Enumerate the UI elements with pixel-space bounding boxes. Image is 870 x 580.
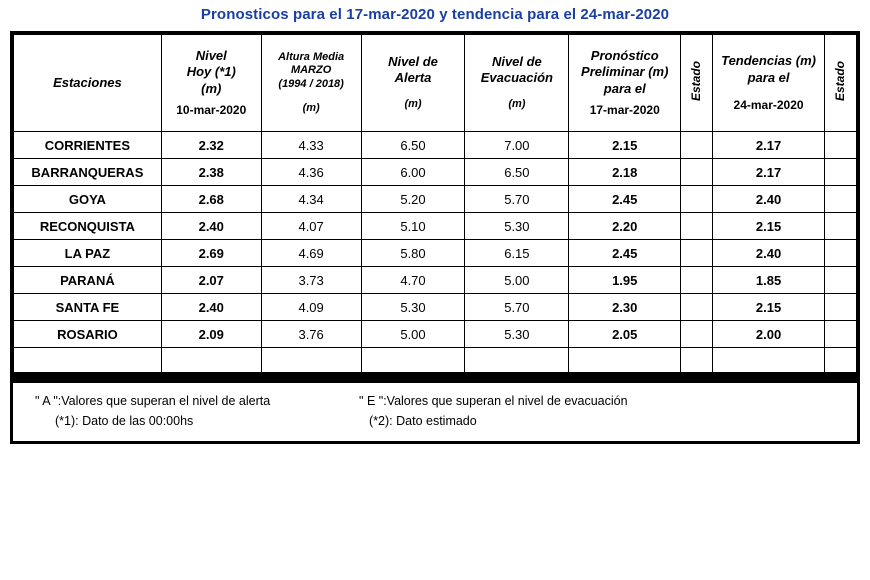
header-line: MARZO — [290, 64, 332, 77]
cell-altura-media: 4.33 — [261, 132, 361, 159]
table-row — [14, 213, 857, 240]
table-row — [14, 321, 857, 348]
header-date: 17-mar-2020 — [589, 102, 660, 117]
column-header-estado-tendencias — [824, 35, 856, 132]
legend-notes — [10, 383, 860, 444]
cell-pronostico: 2.15 — [569, 132, 681, 159]
cell-estado-pronostico — [681, 294, 713, 321]
header-line: para el — [603, 80, 646, 96]
cell-nivel-alerta: 5.30 — [361, 294, 465, 321]
cell-pronostico: 2.45 — [569, 240, 681, 267]
cell-nivel-hoy: 2.32 — [161, 132, 261, 159]
cell-empty — [14, 348, 162, 373]
header-line: Preliminar (m) — [581, 64, 669, 80]
cell-empty — [713, 348, 825, 373]
column-header-tendencias — [713, 35, 825, 132]
cell-nivel-hoy: 2.40 — [161, 213, 261, 240]
cell-nivel-evacuacion: 5.30 — [465, 321, 569, 348]
cell-nivel-evacuacion: 5.00 — [465, 267, 569, 294]
cell-nivel-hoy: 2.07 — [161, 267, 261, 294]
cell-empty — [261, 348, 361, 373]
header-line: (m) — [201, 80, 222, 96]
cell-altura-media: 4.09 — [261, 294, 361, 321]
cell-estado-tendencia — [824, 294, 856, 321]
cell-estado-tendencia — [824, 267, 856, 294]
cell-tendencia: 2.00 — [713, 321, 825, 348]
header-line: (1994 / 2018) — [278, 78, 344, 90]
legend-dato-00hs: (*1): Dato de las 00:00hs — [55, 414, 194, 428]
cell-estado-pronostico — [681, 321, 713, 348]
cell-pronostico: 1.95 — [569, 267, 681, 294]
cell-station: ROSARIO — [14, 321, 162, 348]
cell-estado-tendencia — [824, 159, 856, 186]
cell-tendencia: 1.85 — [713, 267, 825, 294]
header-line: Evacuación — [480, 70, 553, 86]
cell-estado-tendencia — [824, 132, 856, 159]
cell-station: RECONQUISTA — [14, 213, 162, 240]
header-line: Tendencias (m) — [721, 53, 816, 69]
column-header-stations: Estaciones — [14, 35, 162, 132]
cell-empty — [465, 348, 569, 373]
cell-pronostico: 2.18 — [569, 159, 681, 186]
header-line: Nivel de — [388, 53, 438, 69]
header-line: Nivel de — [491, 53, 542, 69]
table-row-empty — [14, 348, 857, 373]
cell-nivel-hoy: 2.38 — [161, 159, 261, 186]
header-line: Pronóstico — [590, 48, 659, 64]
table-row — [14, 159, 857, 186]
table-row — [14, 186, 857, 213]
header-unit: (m) — [508, 98, 526, 111]
cell-tendencia: 2.17 — [713, 132, 825, 159]
cell-station: PARANÁ — [14, 267, 162, 294]
cell-estado-pronostico — [681, 132, 713, 159]
legend-alerta: " A ":Valores que superan el nivel de alerta — [35, 394, 271, 408]
cell-estado-pronostico — [681, 186, 713, 213]
cell-tendencia: 2.15 — [713, 213, 825, 240]
cell-nivel-alerta: 5.00 — [361, 321, 465, 348]
cell-station: SANTA FE — [14, 294, 162, 321]
header-line: Hoy (*1) — [186, 64, 236, 80]
cell-altura-media: 3.76 — [261, 321, 361, 348]
cell-nivel-hoy: 2.68 — [161, 186, 261, 213]
cell-nivel-alerta: 6.50 — [361, 132, 465, 159]
column-header-nivel-hoy — [161, 35, 261, 132]
cell-nivel-hoy: 2.09 — [161, 321, 261, 348]
table-row — [14, 267, 857, 294]
cell-estado-tendencia — [824, 321, 856, 348]
cell-estado-tendencia — [824, 213, 856, 240]
header-estado-vertical: Estado — [689, 60, 704, 101]
page-footer-space — [0, 444, 870, 544]
cell-estado-pronostico — [681, 159, 713, 186]
cell-nivel-alerta: 5.20 — [361, 186, 465, 213]
header-date: 10-mar-2020 — [176, 102, 247, 117]
header-line: para el — [747, 69, 790, 85]
cell-nivel-evacuacion: 5.70 — [465, 294, 569, 321]
cell-altura-media: 4.07 — [261, 213, 361, 240]
table-row — [14, 294, 857, 321]
cell-tendencia: 2.15 — [713, 294, 825, 321]
cell-nivel-hoy: 2.40 — [161, 294, 261, 321]
cell-nivel-evacuacion: 7.00 — [465, 132, 569, 159]
cell-altura-media: 4.34 — [261, 186, 361, 213]
table-bottom-rule — [13, 373, 857, 380]
forecast-table — [13, 34, 857, 373]
column-header-altura-media — [261, 35, 361, 132]
header-unit: (m) — [302, 101, 320, 114]
column-header-estado-pronostico — [681, 35, 713, 132]
cell-station: BARRANQUERAS — [14, 159, 162, 186]
forecast-table-container — [10, 31, 860, 383]
cell-nivel-alerta: 5.80 — [361, 240, 465, 267]
cell-nivel-evacuacion: 5.70 — [465, 186, 569, 213]
column-header-pronostico — [569, 35, 681, 132]
cell-nivel-hoy: 2.69 — [161, 240, 261, 267]
cell-empty — [824, 348, 856, 373]
cell-altura-media: 4.69 — [261, 240, 361, 267]
table-row — [14, 240, 857, 267]
cell-nivel-evacuacion: 5.30 — [465, 213, 569, 240]
cell-nivel-alerta: 4.70 — [361, 267, 465, 294]
cell-tendencia: 2.40 — [713, 240, 825, 267]
cell-empty — [161, 348, 261, 373]
table-row — [14, 132, 857, 159]
legend-evacuacion: " E ":Valores que superan el nivel de evacuación — [359, 394, 628, 408]
cell-estado-tendencia — [824, 240, 856, 267]
cell-estado-pronostico — [681, 267, 713, 294]
table-header-row — [14, 35, 857, 132]
legend-dato-estimado: (*2): Dato estimado — [369, 414, 477, 428]
legend-row-datos — [13, 411, 857, 431]
table-body — [14, 132, 857, 373]
header-date: 24-mar-2020 — [733, 97, 804, 112]
cell-empty — [681, 348, 713, 373]
cell-tendencia: 2.17 — [713, 159, 825, 186]
cell-pronostico: 2.30 — [569, 294, 681, 321]
cell-altura-media: 3.73 — [261, 267, 361, 294]
column-header-nivel-evacuacion — [465, 35, 569, 132]
cell-estado-tendencia — [824, 186, 856, 213]
header-line: Nivel — [195, 48, 227, 64]
cell-altura-media: 4.36 — [261, 159, 361, 186]
cell-empty — [361, 348, 465, 373]
header-unit: (m) — [404, 98, 422, 111]
header-line: Altura Media — [278, 50, 345, 63]
cell-station: LA PAZ — [14, 240, 162, 267]
column-header-nivel-alerta — [361, 35, 465, 132]
cell-station: GOYA — [14, 186, 162, 213]
cell-station: CORRIENTES — [14, 132, 162, 159]
cell-estado-pronostico — [681, 240, 713, 267]
header-line: Alerta — [394, 70, 432, 86]
page-title: Pronosticos para el 17-mar-2020 y tendencia para el 24-mar-2020 — [200, 6, 670, 23]
cell-tendencia: 2.40 — [713, 186, 825, 213]
header-estado-vertical: Estado — [832, 60, 847, 101]
cell-pronostico: 2.20 — [569, 213, 681, 240]
cell-pronostico: 2.45 — [569, 186, 681, 213]
cell-empty — [569, 348, 681, 373]
legend-row-alerta — [13, 391, 857, 411]
cell-estado-pronostico — [681, 213, 713, 240]
cell-nivel-evacuacion: 6.50 — [465, 159, 569, 186]
cell-pronostico: 2.05 — [569, 321, 681, 348]
cell-nivel-alerta: 5.10 — [361, 213, 465, 240]
cell-nivel-evacuacion: 6.15 — [465, 240, 569, 267]
cell-nivel-alerta: 6.00 — [361, 159, 465, 186]
